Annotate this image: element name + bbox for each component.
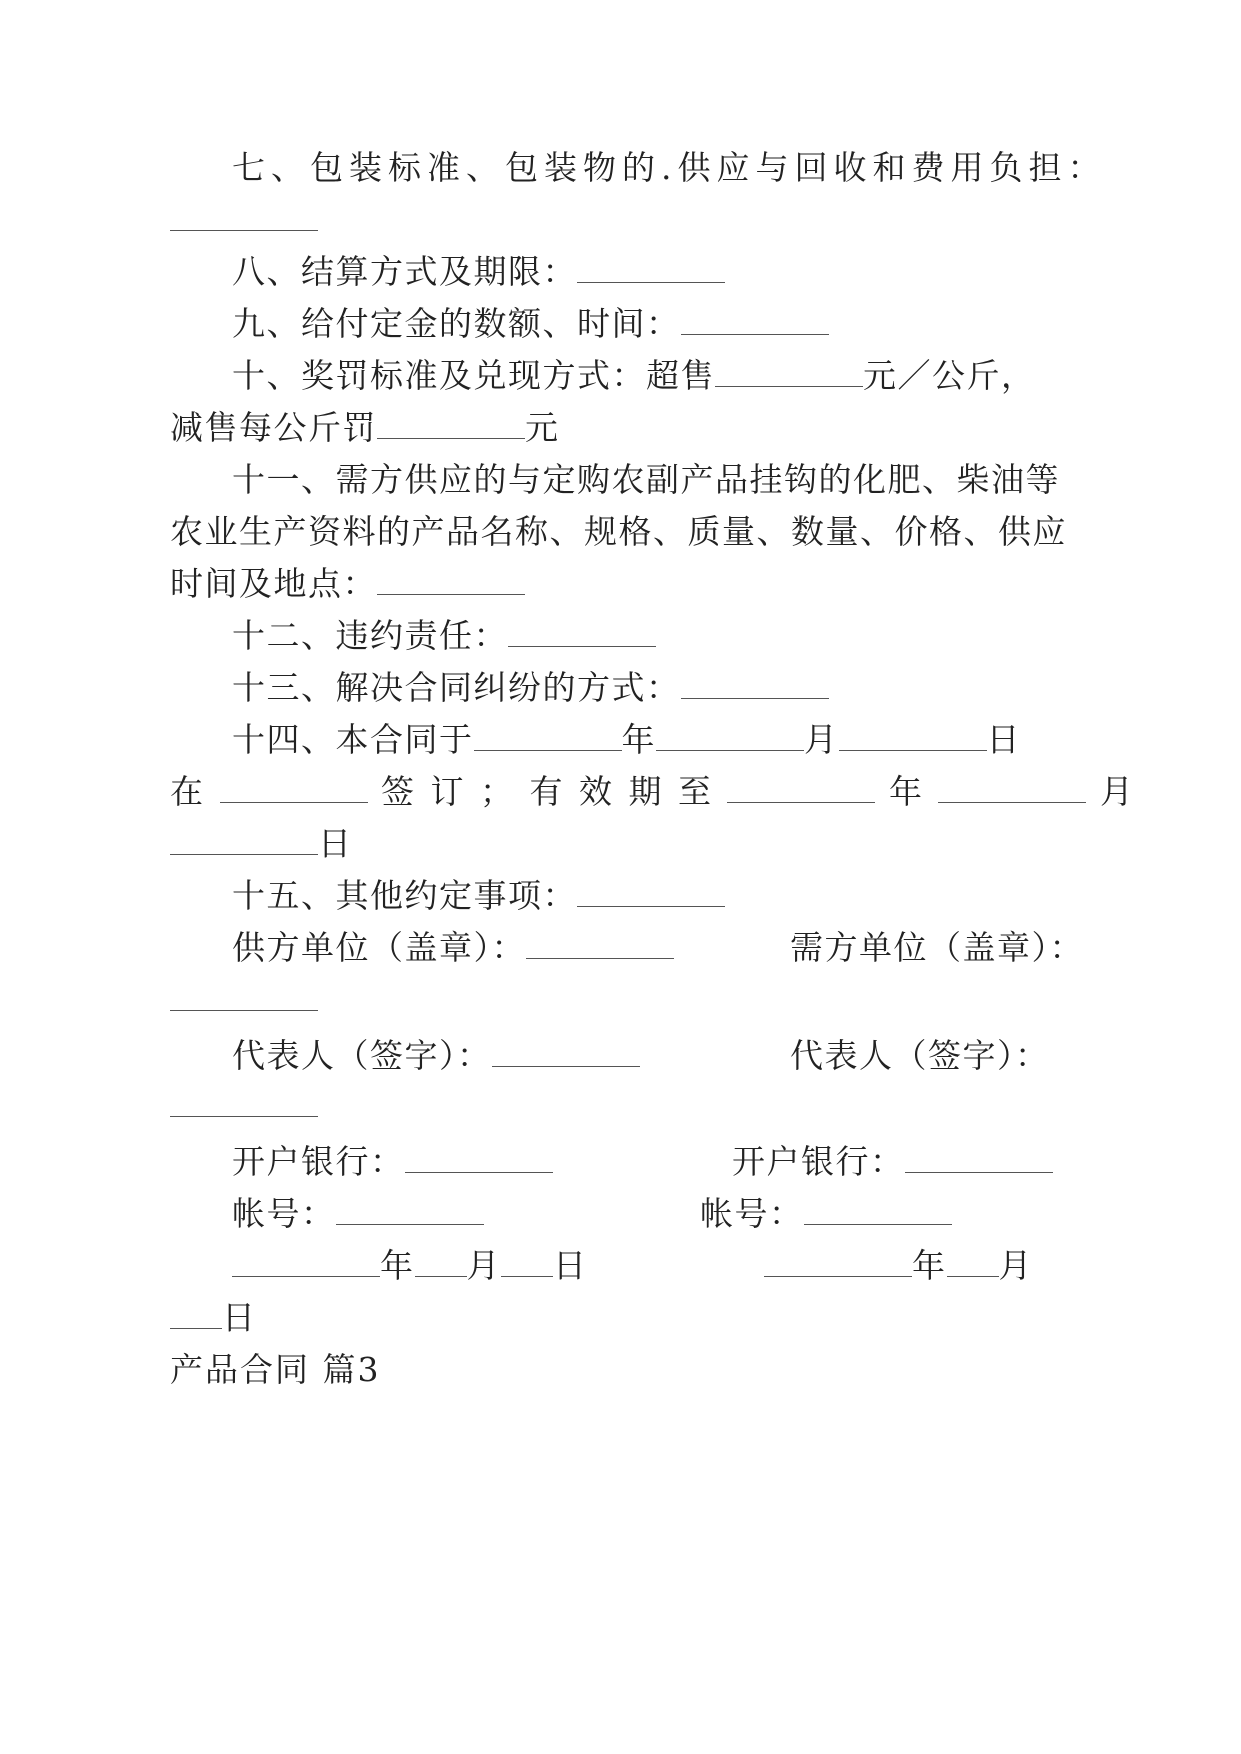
year-label: 年 [912,1246,947,1285]
buyer-unit [790,928,1084,968]
buyer-unit-label: 需方单位（盖章）： [790,928,1084,967]
blank-field [947,1246,999,1277]
buyer-unit-blank-line [170,980,318,1020]
blank-field [681,668,829,699]
article-9 [232,304,829,344]
article-11-text-2: 农业生产资料的产品名称、规格、质量、数量、价格、供应 [170,512,1067,551]
article-14-text-a: 十四、本合同于 [232,720,474,759]
article-11-line-3 [170,564,525,604]
blank-field [501,1246,553,1277]
blank-field [492,1036,640,1067]
blank-field [839,720,987,751]
blank-field [170,824,318,855]
account-right [700,1194,952,1234]
bank-left [232,1142,553,1182]
blank-field [336,1194,484,1225]
account-left-label: 帐号： [232,1194,336,1233]
day-label: 日 [222,1298,257,1337]
date-left [232,1246,588,1286]
article-14-line-3 [170,824,353,864]
article-7-text: 七、包装标准、包装物的.供应与回收和费用负担： [232,148,1107,187]
article-10-text-c: 减售每公斤罚 [170,408,377,447]
year-label: 年 [621,720,656,759]
day-label: 日 [553,1246,588,1285]
blank-field [474,720,622,751]
supplier-unit-label: 供方单位（盖章）： [232,928,526,967]
article-11-line-1 [232,460,1060,500]
blank-field [170,200,318,231]
blank-field [220,772,368,803]
blank-field [377,408,525,439]
representative-right-blank-line [170,1086,318,1126]
month-label: 月 [466,1246,501,1285]
article-9-text: 九、给付定金的数额、时间： [232,304,681,343]
blank-field [526,928,674,959]
blank-field [508,616,656,647]
blank-field [804,1194,952,1225]
article-10-text-d: 元 [525,408,560,447]
article-8-text: 八、结算方式及期限： [232,252,577,291]
year-label: 年 [380,1246,415,1285]
blank-field [764,1246,912,1277]
date-right [764,1246,1033,1286]
article-11-line-2 [170,512,1067,552]
year-label: 年 [888,772,925,811]
blank-field [170,1086,318,1117]
article-14-text-sign: 签 订 ； 有 效 期 至 [381,772,714,811]
blank-field [415,1246,467,1277]
blank-field [170,1298,222,1329]
article-10-text-b: 元／公斤， [863,356,1036,395]
blank-field [232,1246,380,1277]
article-11-text-3: 时间及地点： [170,564,377,603]
article-13-text: 十三、解决合同纠纷的方式： [232,668,681,707]
article-14-line-2 [170,772,1136,812]
blank-field [577,876,725,907]
article-14-line-1 [232,720,1021,760]
bank-right [732,1142,1053,1182]
blank-field [938,772,1086,803]
blank-field [905,1142,1053,1173]
article-12 [232,616,656,656]
blank-field [377,564,525,595]
day-label: 日 [986,720,1021,759]
article-7-blank-line [170,200,318,240]
blank-field [681,304,829,335]
account-left [232,1194,484,1234]
supplier-unit [232,928,674,968]
article-7 [232,148,1107,188]
bank-right-label: 开户银行： [732,1142,905,1181]
article-11-text-1: 十一、需方供应的与定购农副产品挂钩的化肥、柴油等 [232,460,1060,499]
bank-left-label: 开户银行： [232,1142,405,1181]
representative-left-label: 代表人（签字）： [232,1036,492,1075]
article-14-text-at: 在 [170,772,206,811]
article-10-text-a: 十、奖罚标准及兑现方式：超售 [232,356,715,395]
month-label: 月 [1099,772,1136,811]
blank-field [727,772,875,803]
representative-left [232,1036,640,1076]
section-title [170,1350,381,1390]
article-13 [232,668,829,708]
month-label: 月 [998,1246,1033,1285]
blank-field [656,720,804,751]
article-12-text: 十二、违约责任： [232,616,508,655]
section-title-text: 产品合同 篇3 [170,1350,381,1389]
day-label: 日 [318,824,353,863]
representative-right-label: 代表人（签字）： [790,1036,1050,1075]
representative-right [790,1036,1050,1076]
article-10-line-2 [170,408,560,448]
blank-field [405,1142,553,1173]
article-10-line-1 [232,356,1036,396]
month-label: 月 [804,720,839,759]
date-right-line-2 [170,1298,257,1338]
article-15 [232,876,725,916]
article-15-text: 十五、其他约定事项： [232,876,577,915]
blank-field [577,252,725,283]
account-right-label: 帐号： [700,1194,804,1233]
article-8 [232,252,725,292]
blank-field [170,980,318,1011]
blank-field [715,356,863,387]
